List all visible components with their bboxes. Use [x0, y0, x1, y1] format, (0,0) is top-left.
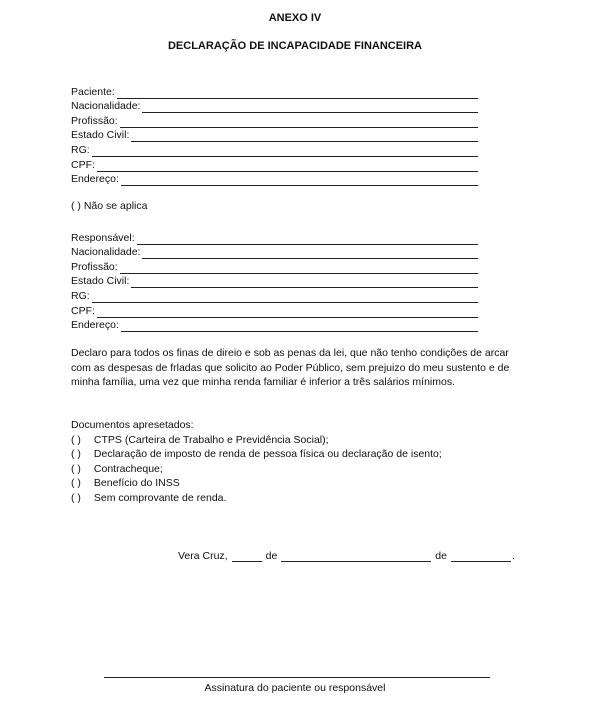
field-label: CPF:	[71, 304, 95, 317]
responsible-cpf-field[interactable]	[71, 303, 481, 318]
checkbox-paren: ( )	[71, 200, 81, 212]
documents-list	[71, 418, 442, 506]
document-option-ctps[interactable]	[71, 433, 442, 448]
signature-label: Assinatura do paciente ou responsável	[204, 682, 386, 694]
field-label: Paciente:	[71, 85, 115, 98]
patient-address-field[interactable]	[71, 172, 481, 187]
responsible-nationality-field[interactable]	[71, 245, 481, 260]
fill-line	[131, 131, 478, 142]
fill-line	[121, 321, 478, 332]
responsible-address-field[interactable]	[71, 318, 481, 333]
responsible-civil-status-field[interactable]	[71, 274, 481, 289]
month-blank[interactable]	[281, 551, 431, 562]
checkbox-paren: ( )	[71, 462, 81, 475]
patient-rg-field[interactable]	[71, 142, 481, 157]
document-option-paystub[interactable]	[71, 462, 442, 477]
annex-heading: ANEXO IV	[268, 12, 322, 24]
document-option-label: Contracheque;	[93, 462, 163, 475]
year-blank[interactable]	[451, 551, 511, 562]
documents-heading: Documentos apresetados:	[71, 419, 194, 431]
checkbox-paren: ( )	[71, 477, 81, 490]
fill-line	[137, 234, 478, 245]
field-label: Profissão:	[71, 114, 118, 127]
date-end: .	[511, 550, 515, 562]
document-option-income-tax[interactable]	[71, 447, 442, 462]
responsible-rg-field[interactable]	[71, 288, 481, 303]
responsible-name-field[interactable]	[71, 230, 481, 245]
field-label: Nacionalidade:	[71, 246, 141, 259]
field-label: CPF:	[71, 158, 95, 171]
field-label: RG:	[71, 143, 90, 156]
fill-line	[120, 263, 478, 274]
patient-nationality-field[interactable]	[71, 99, 481, 114]
checkbox-paren: ( )	[71, 491, 81, 504]
fill-line	[92, 146, 478, 157]
fill-line	[92, 292, 478, 303]
responsible-fields	[71, 230, 481, 332]
field-label: RG:	[71, 289, 90, 302]
document-option-label: CTPS (Carteira de Trabalho e Previdência Social);	[93, 433, 329, 446]
city-label: Vera Cruz,	[178, 550, 228, 562]
fill-line	[142, 248, 478, 259]
checkbox-paren: ( )	[71, 448, 81, 461]
document-option-label: Declaração de imposto de renda de pessoa física ou declaração de isento;	[93, 448, 442, 461]
field-label: Estado Civil:	[71, 129, 130, 142]
fill-line	[97, 307, 478, 318]
date-line	[178, 550, 515, 562]
field-label: Estado Civil:	[71, 275, 130, 288]
not-applicable-label: Não se aplica	[83, 200, 148, 212]
fill-line	[142, 102, 478, 113]
patient-civil-status-field[interactable]	[71, 128, 481, 143]
field-label: Endereço:	[71, 319, 119, 332]
field-label: Profissão:	[71, 260, 118, 273]
de-label-1: de	[265, 550, 278, 562]
not-applicable-checkbox[interactable]	[71, 200, 147, 212]
field-label: Endereço:	[71, 173, 119, 186]
responsible-profession-field[interactable]	[71, 259, 481, 274]
declaration-paragraph: Declaro para todos os finas de direio e sob as penas da lei, que não tenho condições de arcar com as despesas de frladas que solicito ao Poder Público, sem prejuizo do meu sustento e de minha família, uma vez que minha renda familiar é inferior a três salários mínimos.	[71, 347, 510, 389]
patient-profession-field[interactable]	[71, 113, 481, 128]
document-option-inss[interactable]	[71, 476, 442, 491]
patient-name-field[interactable]	[71, 84, 481, 99]
patient-fields	[71, 84, 481, 186]
de-label-2: de	[435, 550, 447, 562]
fill-line	[97, 161, 478, 172]
field-label: Responsável:	[71, 231, 135, 244]
document-option-label: Sem comprovante de renda.	[93, 491, 227, 504]
fill-line	[120, 117, 478, 128]
day-blank[interactable]	[232, 551, 262, 562]
fill-line	[117, 88, 478, 99]
document-option-label: Benefício do INSS	[93, 477, 180, 490]
signature-line[interactable]	[104, 677, 490, 678]
checkbox-paren: ( )	[71, 433, 81, 446]
fill-line	[131, 277, 478, 288]
patient-cpf-field[interactable]	[71, 157, 481, 172]
document-option-no-proof[interactable]	[71, 491, 442, 506]
fill-line	[121, 175, 478, 186]
field-label: Nacionalidade:	[71, 100, 141, 113]
document-title: DECLARAÇÃO DE INCAPACIDADE FINANCEIRA	[167, 40, 423, 52]
